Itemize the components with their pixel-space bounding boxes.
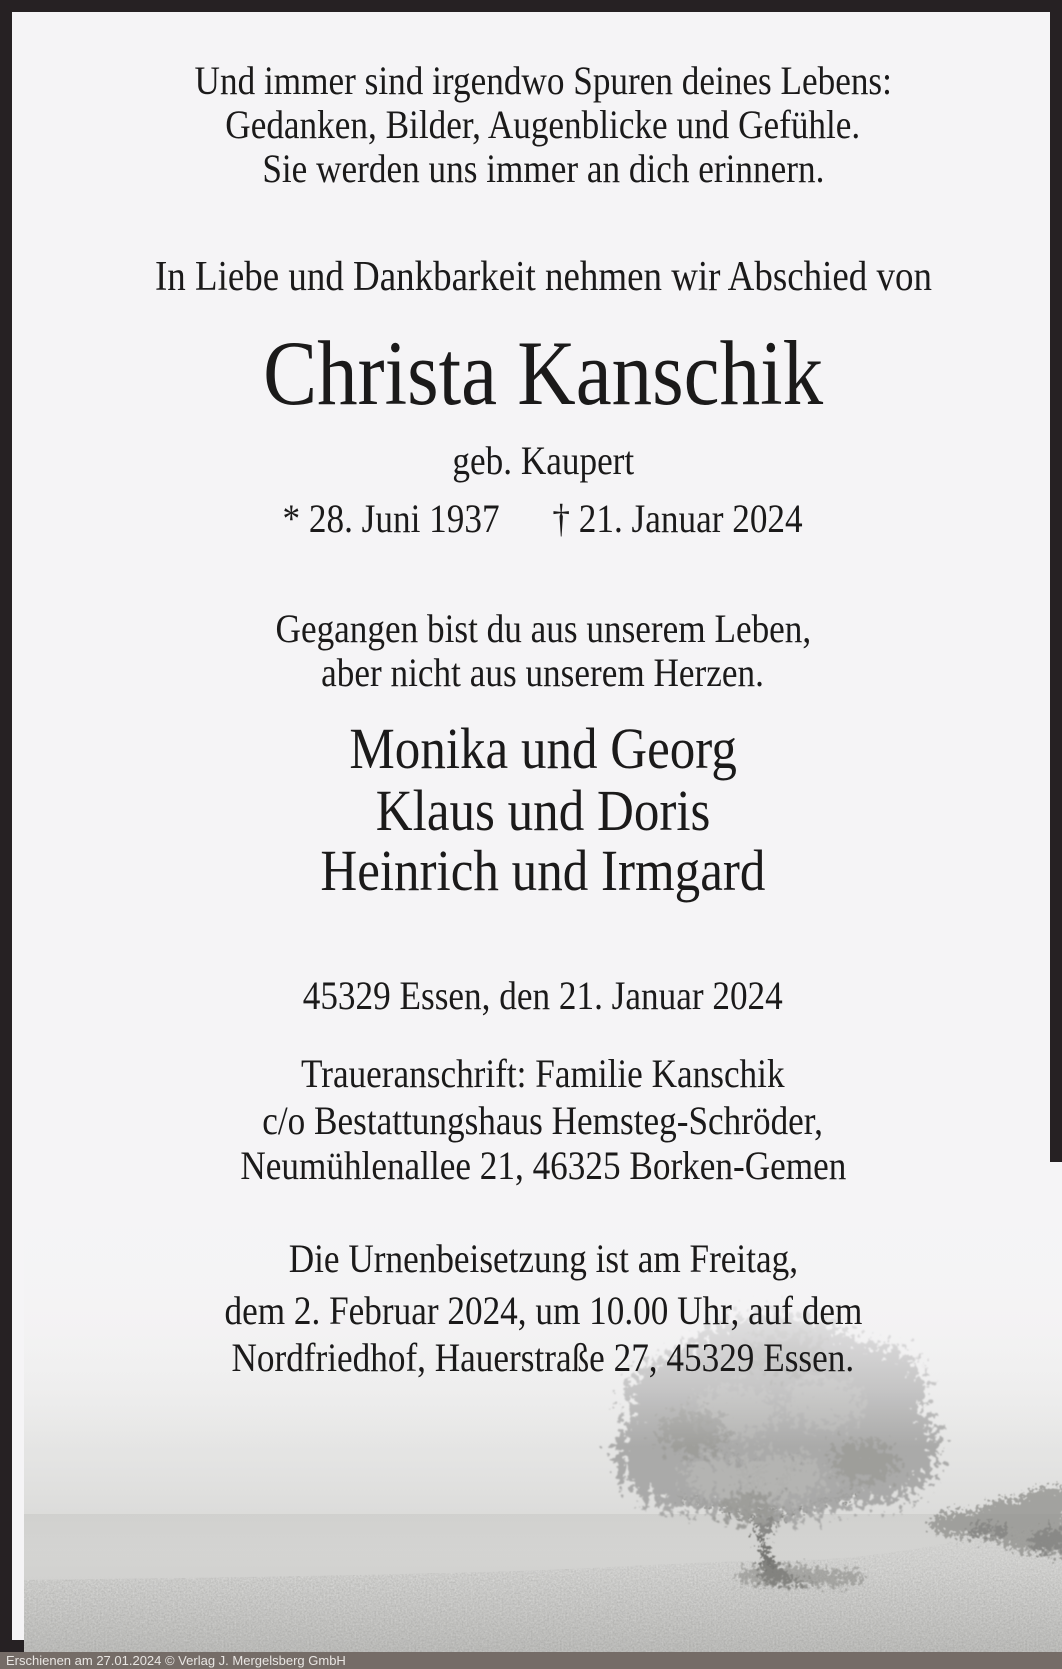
publication-note: Erschienen am 27.01.2024 © Verlag J. Mergelsberg GmbH [6,1653,346,1668]
birth-date: * 28. Juni 1937 [282,496,501,541]
condolence-address-line-2: c/o Bestattungshaus Hemsteg-Schröder, [262,1098,824,1143]
death-date: † 21. Januar 2024 [552,496,804,541]
deceased-name: Christa Kanschik [263,322,823,424]
maiden-name: geb. Kaupert [452,438,634,483]
epigraph-line-3: Sie werden uns immer an dich erinnern. [261,146,825,191]
verse-line-2: aber nicht aus unserem Herzen. [321,650,765,695]
life-dates [24,496,1062,541]
verse-line-1: Gegangen bist du aus unserem Leben, [275,606,811,651]
funeral-info-line-1: Die Urnenbeisetzung ist am Freitag, [288,1236,798,1281]
mourner-line-2: Klaus und Doris [375,778,711,843]
obituary-text [12,12,1062,1664]
condolence-address-line-3: Neumühlenallee 21, 46325 Borken-Gemen [239,1143,847,1188]
funeral-info-line-2: dem 2. Februar 2024, um 10.00 Uhr, auf dem [224,1288,862,1333]
condolence-address-line-1: Traueranschrift: Familie Kanschik [301,1051,785,1096]
publisher-footer-bar [0,1652,1062,1669]
place-and-date: 45329 Essen, den 21. Januar 2024 [302,973,784,1018]
mourner-line-1: Monika und Georg [349,716,737,781]
mourner-line-3: Heinrich und Irmgard [320,838,766,903]
epigraph-line-1: Und immer sind irgendwo Spuren deines Lebens: [194,58,892,103]
epigraph-line-2: Gedanken, Bilder, Augenblicke und Gefühle. [225,102,861,147]
farewell-intro: In Liebe und Dankbarkeit nehmen wir Abschied von [154,254,932,300]
funeral-info-line-3: Nordfriedhof, Hauerstraße 27, 45329 Essen. [231,1335,855,1380]
